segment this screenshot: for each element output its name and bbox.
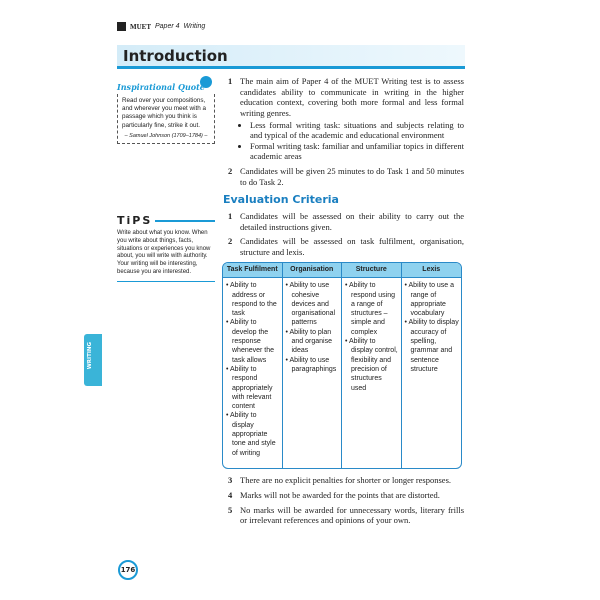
- list-item: [228, 76, 464, 162]
- table-cell: [402, 278, 462, 468]
- criteria-bullet: • Ability to use cohesive devices and organisational patterns: [285, 282, 336, 327]
- item-text: No marks will be awarded for unnecessary words, literary frills or irrelevant references and opinions of your own.: [240, 504, 464, 526]
- page-title: Introduction: [123, 47, 228, 65]
- book-name: MUET: [130, 22, 151, 31]
- criteria-bullet: • Ability to respond using a range of structures – simple and complex: [345, 282, 395, 336]
- paper-label: Paper 4: [155, 23, 180, 30]
- criteria-table: [222, 262, 462, 470]
- intro-list: [222, 76, 464, 187]
- criteria-list: [222, 211, 464, 258]
- quote-text: Read over your compositions, and wherever you meet with a passage which you think is particularly fine, strike it out.: [122, 97, 207, 129]
- item-number: 1: [228, 211, 233, 221]
- item-text: Candidates will be assessed on their ability to carry out the detailed instructions given.: [240, 211, 464, 232]
- criteria-bullet: • Ability to address or respond to the task: [226, 282, 277, 318]
- page-number: 176: [118, 560, 138, 580]
- tips-box: [117, 214, 215, 282]
- table-cell: [223, 278, 283, 468]
- main-column: [222, 76, 464, 530]
- table-row: [223, 278, 461, 468]
- criteria-bullet: • Ability to plan and organise ideas: [285, 328, 332, 355]
- list-item: [228, 475, 464, 486]
- notes-list: [222, 475, 464, 526]
- table-header: Task Fulfilment: [223, 263, 283, 279]
- item-number: 5: [228, 504, 233, 515]
- quote-heading: Inspirational Quote: [117, 82, 205, 92]
- item-text: There are no explicit penalties for shorter or longer responses.: [240, 475, 452, 486]
- side-tab-label: WRITING: [87, 342, 93, 370]
- item-number: 3: [228, 475, 233, 486]
- tips-text: Write about what you know. When you write about things, facts, situations or experiences you know about, you will write with authority. Your writing will be interesting, because you are interested.: [117, 230, 215, 282]
- title-bar: [117, 45, 465, 69]
- tips-heading: TiPS: [117, 214, 215, 227]
- bullet-item: • Less formal writing task: situations and subjects relating to and typical of the academic and educational environment: [250, 120, 464, 141]
- section-heading: Evaluation Criteria: [223, 193, 339, 207]
- item-text: Candidates will be given 25 minutes to do Task 1 and 50 minutes to do Task 2.: [240, 166, 464, 187]
- list-item: [228, 236, 464, 257]
- item-text: Candidates will be assessed on task fulfilment, organisation, structure and lexis.: [240, 236, 464, 257]
- item-number: 1: [228, 76, 233, 86]
- book-logo-icon: [117, 22, 126, 31]
- section-label: Writing: [183, 23, 206, 30]
- table-header: Organisation: [283, 263, 343, 279]
- quote-author: – Samuel Johnson (1709–1784) –: [124, 132, 208, 139]
- item-text: Marks will not be awarded for the points that are distorted.: [240, 489, 440, 500]
- section-side-tab: [84, 334, 102, 386]
- table-header: Lexis: [402, 263, 462, 279]
- item-text: The main aim of Paper 4 of the MUET Writing test is to assess candidates ability to communicate in writing in the higher education context, covering both more formal and less formal writing genres.: [240, 76, 464, 118]
- table-header: Structure: [342, 263, 402, 279]
- running-header: [117, 22, 205, 31]
- item-number: 2: [228, 166, 233, 176]
- item-number: 2: [228, 236, 233, 247]
- item-number: 4: [228, 489, 233, 500]
- criteria-bullet: • Ability to use a range of appropriate vocabulary: [404, 282, 455, 318]
- criteria-bullet: • Ability to display control, flexibility and precision of structures used: [345, 338, 398, 392]
- list-item: [228, 505, 464, 526]
- list-item: [228, 166, 464, 187]
- criteria-bullet: • Ability to develop the response whenever the task allows: [226, 319, 275, 364]
- list-item: [228, 211, 464, 232]
- bullet-item: • Formal writing task: familiar and unfamiliar topics in different academic areas: [250, 141, 464, 162]
- inspirational-quote: [117, 82, 215, 144]
- table-cell: [342, 278, 402, 468]
- criteria-bullet: • Ability to display accuracy of spelling, grammar and sentence structure: [404, 319, 459, 373]
- criteria-bullet: • Ability to use paragraphings: [285, 356, 337, 373]
- table-cell: [283, 278, 343, 468]
- criteria-bullet: • Ability to respond appropriately with relevant content: [226, 365, 273, 411]
- list-item: [228, 490, 464, 501]
- criteria-bullet: • Ability to display appropriate tone and style of writing: [226, 412, 276, 457]
